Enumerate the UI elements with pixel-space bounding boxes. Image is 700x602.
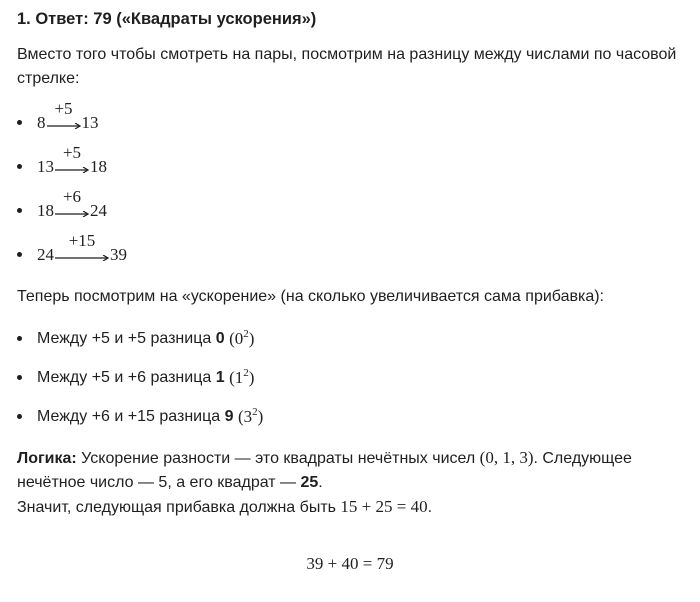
list-item <box>17 101 686 145</box>
list-item <box>17 189 686 233</box>
logic-text-2: . Следующее нечётное число — 5, а его квадрат — <box>17 450 637 491</box>
logic-text: Ускорение разности — это квадраты нечётных чисел <box>76 450 480 467</box>
answer-title: 1. Ответ: 79 («Квадраты ускорения») <box>17 10 317 28</box>
bullet-icon <box>17 120 22 125</box>
step-to: 18 <box>90 157 107 176</box>
logic-end: . <box>318 474 323 491</box>
diff-base: 1 <box>234 368 244 387</box>
next-line-end: . <box>427 499 433 516</box>
logic-label: Логика: <box>17 450 77 467</box>
diff-exp: 2 <box>243 367 249 379</box>
list-item: Между +6 и +15 разница 9 $(3^2)$ <box>17 397 686 436</box>
step-to: 13 <box>81 113 99 132</box>
diffs-list <box>17 319 686 436</box>
diff-value: 9 <box>224 407 234 425</box>
arrow-icon <box>55 187 89 220</box>
acceleration-paragraph: Теперь посмотрим на «ускорение» (на сколько увеличивается сама прибавка): <box>17 288 604 305</box>
diff-base: 3 <box>243 407 253 426</box>
list-item: Между +5 и +6 разница 1 $(1^2)$ <box>17 358 686 397</box>
square-value: 25 <box>300 474 319 491</box>
diff-value: 1 <box>215 368 225 386</box>
step-label: +5 <box>54 99 73 118</box>
diff-text: Между +6 и +15 разница <box>37 407 225 425</box>
bullet-icon <box>17 375 22 380</box>
arrow-icon <box>55 143 89 176</box>
list-item: Между +5 и +5 разница 0 $(0^2)$ <box>17 319 686 358</box>
diff-text: Между +5 и +6 разница <box>37 368 216 386</box>
bullet-icon <box>17 336 22 341</box>
next-formula: 15 + 25 = 40 <box>340 497 428 516</box>
bullet-icon <box>17 252 22 257</box>
arrow-icon <box>55 231 109 264</box>
diff-value: 0 <box>215 329 225 347</box>
bullet-icon <box>17 164 22 169</box>
list-item <box>17 145 686 189</box>
step-from: 13 <box>37 157 54 176</box>
arrow-icon <box>47 99 81 132</box>
step-from: 8 <box>37 113 46 132</box>
step-from: 18 <box>37 201 54 220</box>
bullet-icon <box>17 414 22 419</box>
step-label: +15 <box>68 231 96 250</box>
bullet-icon <box>17 208 22 213</box>
step-to: 24 <box>90 201 107 220</box>
diff-exp: 2 <box>252 406 258 418</box>
odd-set: (0, 1, 3) <box>479 448 534 467</box>
logic-paragraph <box>17 446 686 520</box>
step-from: 24 <box>37 245 54 264</box>
step-label: +6 <box>62 187 82 206</box>
step-label: +5 <box>62 143 82 162</box>
diff-exp: 2 <box>243 328 249 340</box>
list-item <box>17 233 686 277</box>
diff-base: 0 <box>234 329 244 348</box>
final-formula: 39 + 40 = 79 <box>306 554 394 573</box>
intro-paragraph: Вместо того чтобы смотреть на пары, посмотрим на разницу между числами по часовой стрелке: <box>17 46 677 87</box>
diff-text: Между +5 и +5 разница <box>37 329 216 347</box>
next-line-text: Значит, следующая прибавка должна быть <box>17 499 341 516</box>
steps-list <box>17 101 686 277</box>
step-to: 39 <box>110 245 127 264</box>
